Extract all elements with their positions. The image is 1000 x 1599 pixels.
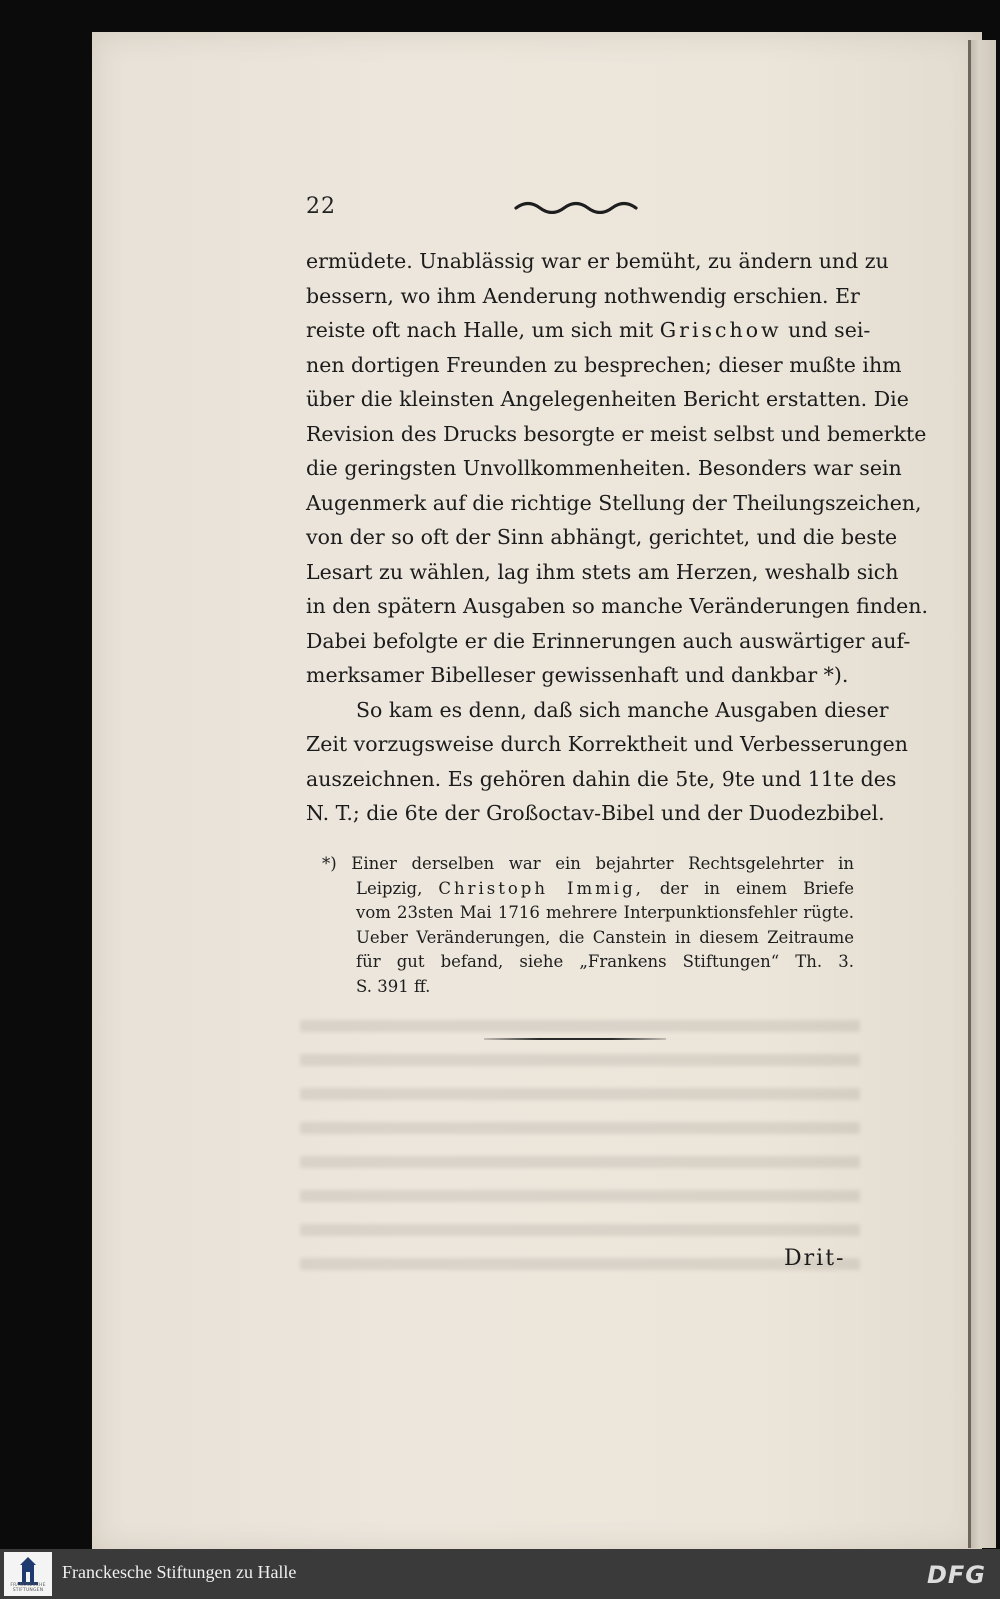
- footnote: [322, 852, 854, 999]
- text-fragment: Leipzig,: [356, 878, 423, 898]
- text-line: Lesart zu wählen, lag ihm stets am Herzen, weshalb sich: [306, 559, 899, 584]
- footnote-line: [322, 877, 854, 902]
- text-fragment: der in einem Briefe: [659, 878, 854, 898]
- text-line: von der so oft der Sinn abhängt, gerichtet, und die beste: [306, 525, 898, 549]
- text-line: Dabei befolgte er die Erinnerungen auch auswärtiger auf-: [306, 628, 911, 653]
- footnote-line: für gut befand, siehe „Frankens Stiftungen“ Th. 3.: [356, 952, 854, 971]
- text-line: [306, 313, 871, 348]
- footnote-line: vom 23sten Mai 1716 mehrere Interpunktionsfehler rügte.: [356, 903, 854, 922]
- show-through-text: [300, 1010, 860, 1280]
- text-line: bessern, wo ihm Aenderung nothwendig erschien. Er: [306, 283, 860, 308]
- text-line: N. T.; die 6te der Großoctav-Bibel und der Duodezbibel.: [306, 801, 885, 825]
- franckesche-logo[interactable]: [4, 1552, 52, 1596]
- text-line: auszeichnen. Es gehören dahin die 5te, 9te und 11te des: [306, 766, 897, 791]
- wavy-line-ornament-icon: [514, 200, 638, 214]
- text-line: über die kleinsten Angelegenheiten Bericht erstatten. Die: [306, 387, 909, 411]
- text-line: So kam es denn, daß sich manche Ausgaben dieser: [356, 697, 889, 722]
- text-fragment: und sei-: [788, 318, 871, 342]
- text-line: Revision des Drucks besorgte er meist selbst und bemerkte: [306, 421, 927, 446]
- footnote-line: S. 391 ff.: [356, 976, 431, 996]
- page-header: [306, 194, 846, 224]
- text-line: Augenmerk auf die richtige Stellung der Theilungszeichen,: [306, 490, 922, 515]
- page-number: 22: [306, 194, 336, 219]
- viewer-footer: [0, 1549, 1000, 1599]
- emphasized-name: Grischow: [659, 318, 782, 342]
- text-line: nen dortigen Freunden zu besprechen; dieser mußte ihm: [306, 352, 902, 377]
- text-line: die geringsten Unvollkommenheiten. Besonders war sein: [306, 456, 902, 480]
- body-text: [306, 244, 928, 831]
- emphasized-name: Christoph Immig,: [438, 878, 644, 898]
- text-line: in den spätern Ausgaben so manche Veränderungen finden.: [306, 594, 928, 618]
- catchword: Drit-: [784, 1246, 846, 1271]
- logo-caption: FRANCKESCHE STIFTUNGEN: [10, 1583, 46, 1593]
- text-line: ermüdete. Unablässig war er bemüht, zu ändern und zu: [306, 249, 889, 273]
- text-line: merksamer Bibelleser gewissenhaft und dankbar *).: [306, 663, 849, 687]
- text-line: Zeit vorzugsweise durch Korrektheit und Verbesserungen: [306, 732, 908, 756]
- text-fragment: reiste oft nach Halle, um sich mit: [306, 318, 654, 342]
- dfg-logo[interactable]: DFG: [926, 1561, 986, 1589]
- next-page-edge: [968, 40, 996, 1548]
- footnote-line: Ueber Veränderungen, die Canstein in diesem Zeitraume: [356, 927, 854, 947]
- footnote-line: *) Einer derselben war ein bejahrter Rechtsgelehrter in: [322, 854, 854, 873]
- institution-name[interactable]: Franckesche Stiftungen zu Halle: [62, 1562, 297, 1582]
- section-rule: [484, 1038, 666, 1040]
